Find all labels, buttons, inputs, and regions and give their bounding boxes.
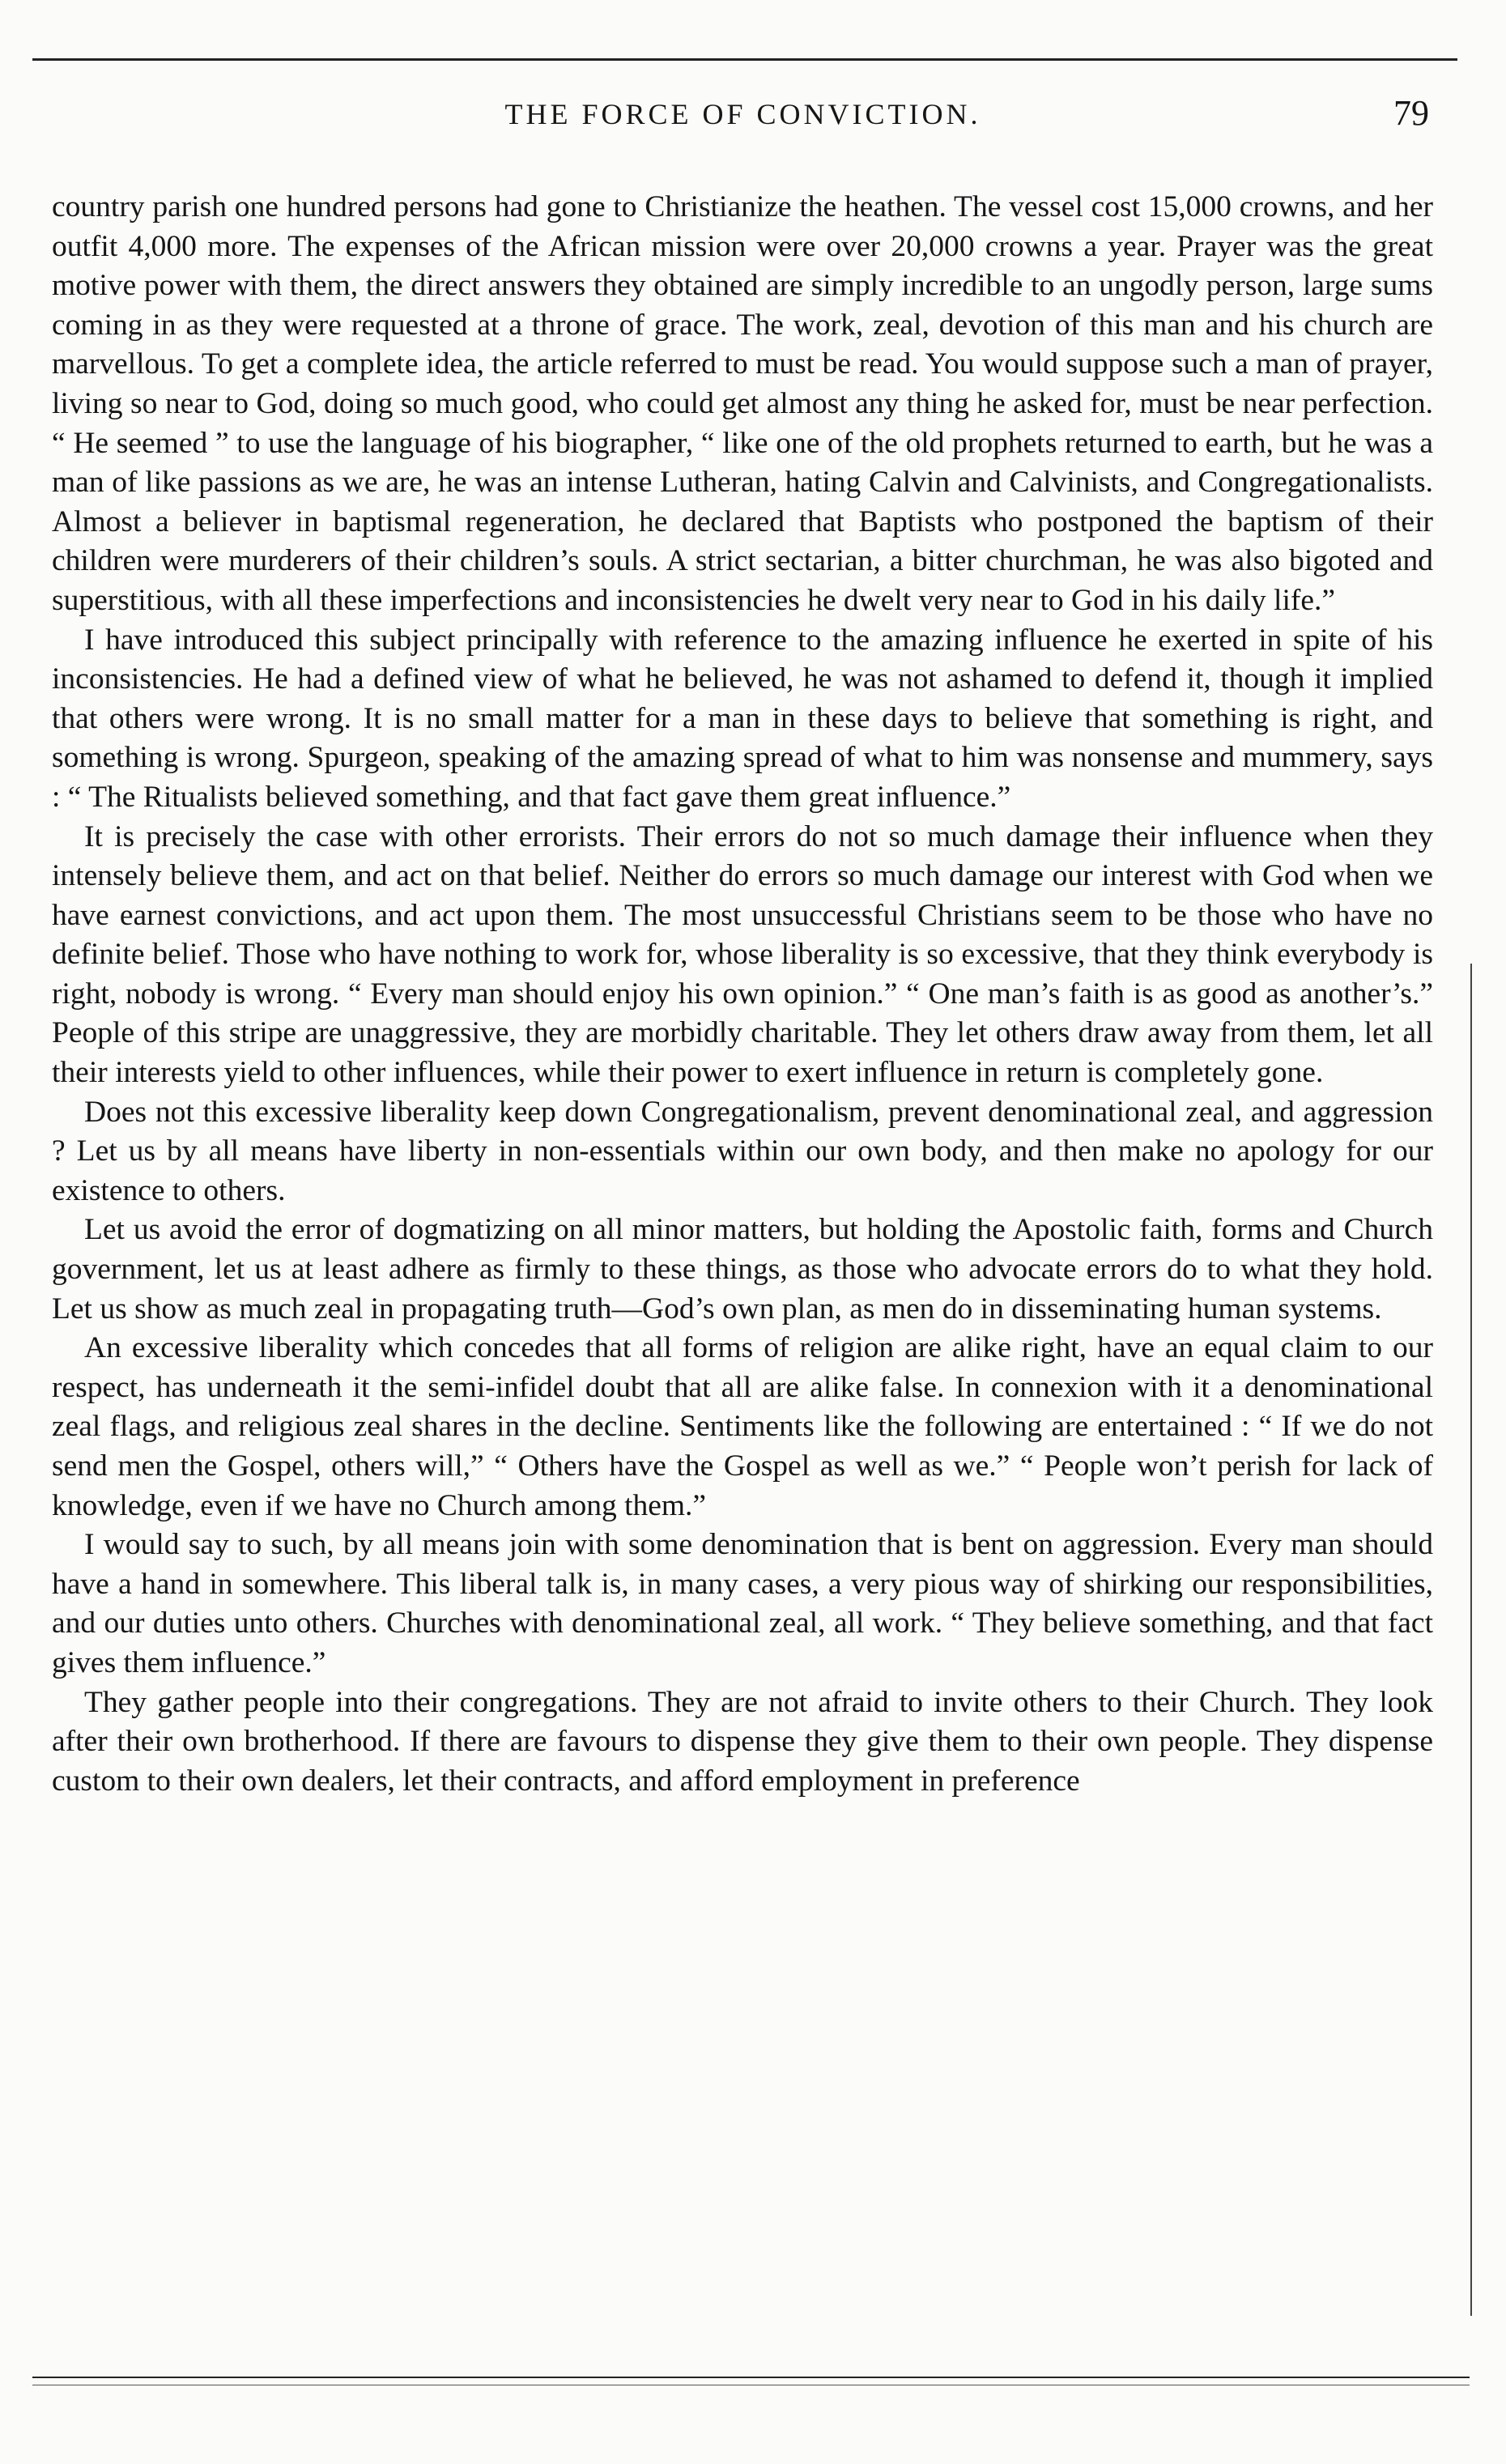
top-rule: [32, 58, 1457, 61]
body-text: [52, 188, 1433, 1801]
running-head: THE FORCE OF CONVICTION.: [504, 98, 981, 130]
paragraph-7: I would say to such, by all means join with some denomination that is bent on aggression. Every man should have a hand in somewhere. This liberal talk is, in many cases, a very pious way of shirking our responsibilities, and our duties unto others. Churches with denominational zeal, all work. “ They believe something, and that fact gives them influence.”: [52, 1528, 1433, 1679]
page-header: [57, 93, 1429, 146]
paragraph-5: Let us avoid the error of dogmatizing on all minor matters, but holding the Apostolic faith, forms and Church government, let us at least adhere as firmly to these things, as those who advocate errors do to what they hold. Let us show as much zeal in propagating truth—God’s own plan, as men do in disseminating human systems.: [52, 1213, 1433, 1326]
bottom-rule: [32, 2377, 1470, 2378]
paragraph-1: country parish one hundred persons had gone to Christianize the heathen. The vessel cost 15,000 crowns, and her outfit 4,000 more. The expenses of the African mission were over 20,000 crowns a year. Prayer was the great motive power with them, the direct answers they obtained are simply incredible to an ungodly person, large sums coming in as they were requested at a throne of grace. The work, zeal, devotion of this man and his church are marvellous. To get a complete idea, the article referred to must be read. You would suppose such a man of prayer, living so near to God, doing so much good, who could get almost any thing he asked for, must be near perfection. “ He seemed ” to use the language of his biographer, “ like one of the old prophets returned to earth, but he was a man of like passions as we are, he was an intense Lutheran, hating Calvin and Calvinists, and Congregationalists. Almost a believer in baptismal regeneration, he declared that Baptists who postponed the baptism of their children were murderers of their children’s souls. A strict sectarian, a bitter churchman, he was also bigoted and superstitious, with all these imperfections and inconsistencies he dwelt very near to God in his daily life.”: [52, 190, 1433, 617]
paragraph-8: They gather people into their congregations. They are not afraid to invite others to their Church. They look after their own brotherhood. If there are favours to dispense they give them to their own people. They dispense custom to their own dealers, let their contracts, and afford employment in preference: [52, 1685, 1433, 1798]
paragraph-2: I have introduced this subject principally with reference to the amazing influence he exerted in spite of his inconsistencies. He had a defined view of what he believed, he was not ashamed to defend it, though it implied that others were wrong. It is no small matter for a man in these days to believe that something is right, and something is wrong. Spurgeon, speaking of the amazing spread of what to him was nonsense and mummery, says : “ The Ritualists believed something, and that fact gave them great influence.”: [52, 623, 1433, 814]
paragraph-6: An excessive liberality which concedes that all forms of religion are alike right, have an equal claim to our respect, has underneath it the semi-infidel doubt that all are alike false. In connexion with it a denominational zeal flags, and religious zeal shares in the decline. Sentiments like the following are entertained : “ If we do not send men the Gospel, others will,” “ Others have the Gospel as well as we.” “ People won’t perish for lack of knowledge, even if we have no Church among them.”: [52, 1331, 1433, 1522]
paragraph-3: It is precisely the case with other errorists. Their errors do not so much damage their influence when they intensely believe them, and act on that belief. Neither do errors so much damage our interest with God when we have earnest convictions, and act upon them. The most unsuccessful Christians seem to be those who have no definite belief. Those who have nothing to work for, whose liberality is so excessive, that they think everybody is right, nobody is wrong. “ Every man should enjoy his own opinion.” “ One man’s faith is as good as another’s.” People of this stripe are unaggressive, they are morbidly charitable. They let others draw away from them, let all their interests yield to other influences, while their power to exert influence in return is completely gone.: [52, 819, 1433, 1090]
page-number: 79: [1393, 93, 1429, 133]
paragraph-4: Does not this excessive liberality keep down Congregationalism, prevent denominational zeal, and aggression ? Let us by all means have liberty in non-essentials within our own body, and then make no apology for our existence to others.: [52, 1095, 1433, 1207]
side-rule: [1470, 964, 1472, 2316]
